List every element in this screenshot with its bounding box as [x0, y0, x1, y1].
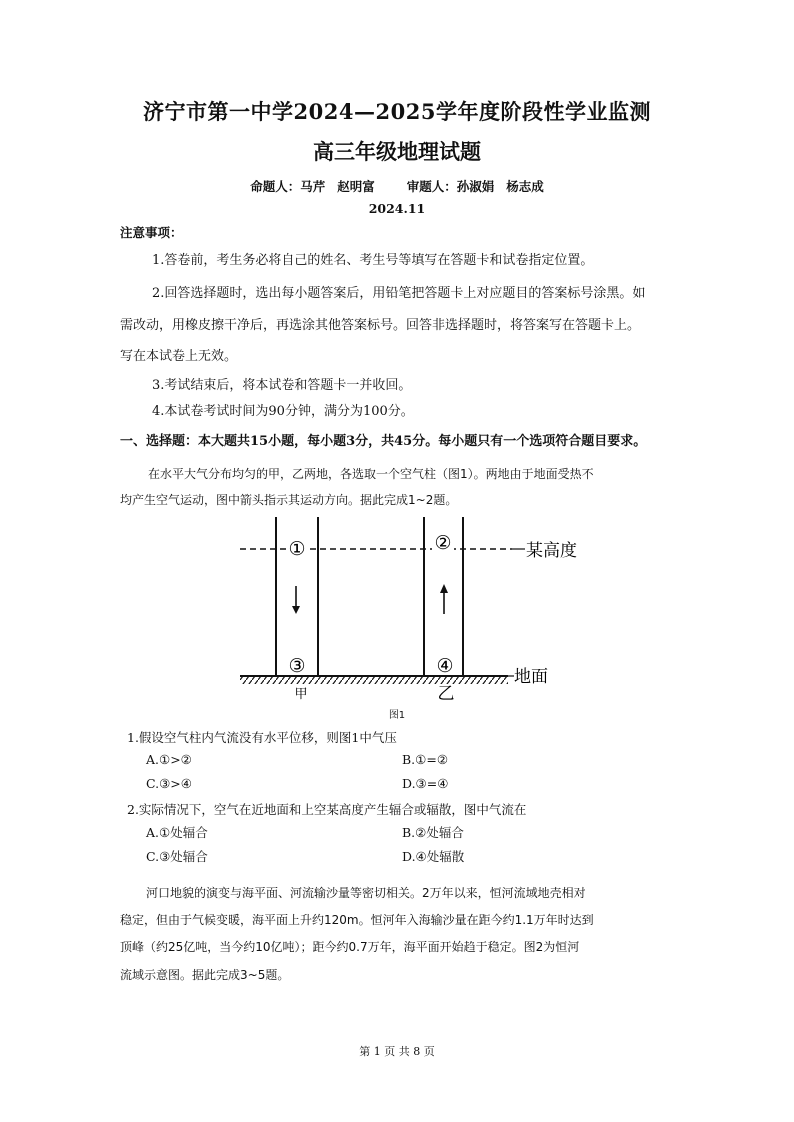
section-1-heading: 一、选择题：本大题共15小题，每小题3分，共45分。每小题只有一个选项符合题目要求。	[120, 434, 647, 449]
ground-hatching	[240, 677, 508, 684]
notice-item-3: 3.考试结束后，将本试卷和答题卡一并收回。	[152, 378, 412, 393]
notice-item-4: 4.本试卷考试时间为90分钟，满分为100分。	[152, 404, 414, 419]
question-2-stem: 2.实际情况下，空气在近地面和上空某高度产生辐合或辐散，图中气流在	[127, 802, 527, 817]
height-label: 某高度	[526, 541, 577, 561]
passage-2-line-1: 河口地貌的演变与海平面、河流输沙量等密切相关。2万年以来，恒河流域地壳相对	[146, 886, 586, 900]
notice-item-1: 1.答卷前，考生务必将自己的姓名、考生号等填写在答题卡和试卷指定位置。	[152, 253, 594, 268]
exam-date: 2024.11	[368, 201, 426, 216]
notice-item-2-line-3: 写在本试卷上无效。	[120, 349, 238, 364]
question-1-option-d: D.③=④	[402, 776, 449, 791]
question-2-option-b: B.②处辐合	[402, 825, 464, 840]
reviewer-second: 杨志成	[506, 179, 544, 194]
figure-1-air-columns	[0, 515, 794, 715]
notice-heading: 注意事项：	[120, 225, 183, 240]
upward-arrow-head	[440, 584, 448, 593]
notice-item-2-line-2: 需改动，用橡皮擦干净后，再选涂其他答案标号。回答非选择题时，将答案写在答题卡上。	[120, 318, 641, 333]
site-jia-label: 甲	[294, 687, 308, 702]
question-1-option-a: A.①>②	[146, 752, 192, 767]
notice-item-2-line-1: 2.回答选择题时，选出每小题答案后，用铅笔把答题卡上对应题目的答案标号涂黑。如	[152, 286, 646, 301]
question-1-option-c: C.③>④	[146, 776, 192, 791]
circle-label-1: ①	[288, 538, 306, 560]
passage-2-line-4: 流域示意图。据此完成3~5题。	[120, 968, 290, 982]
section-1-intro-line-1: 在水平大气分布均匀的甲，乙两地，各选取一个空气柱（图1）。两地由于地面受热不	[148, 467, 594, 481]
authors-line	[0, 177, 794, 195]
page-footer: 第 1 页 共 8 页	[359, 1045, 435, 1058]
setter-label: 命题人：马芹	[250, 179, 326, 194]
exam-title: 济宁市第一中学2024—2025学年度阶段性学业监测	[143, 99, 651, 124]
passage-2-line-2: 稳定，但由于气候变暖，海平面上升约120m。恒河年入海输沙量在距今约1.1万年时达到	[120, 913, 594, 927]
question-2-option-c: C.③处辐合	[146, 849, 208, 864]
setter-second: 赵明富	[337, 179, 375, 194]
circle-label-4: ④	[436, 655, 454, 677]
ground-label: 地面	[514, 667, 548, 687]
reviewer-label: 审题人：孙淑娟	[406, 179, 495, 194]
question-2-option-a: A.①处辐合	[146, 825, 208, 840]
circle-label-3: ③	[288, 655, 306, 677]
question-1-stem: 1.假设空气柱内气流没有水平位移，则图1中气压	[127, 730, 397, 745]
question-1-option-b: B.①=②	[402, 752, 449, 767]
passage-2-line-3: 顶峰（约25亿吨，当今约10亿吨）；距今约0.7万年，海平面开始趋于稳定。图2为恒河	[120, 940, 580, 954]
question-2-option-d: D.④处辐散	[402, 849, 465, 864]
circle-label-2: ②	[434, 532, 452, 554]
section-1-intro-line-2: 均产生空气运动，图中箭头指示其运动方向。据此完成1~2题。	[120, 493, 458, 507]
exam-subtitle: 高三年级地理试题	[313, 139, 481, 164]
downward-arrow-head	[292, 606, 300, 614]
site-yi-label: 乙	[437, 684, 455, 704]
figure-1-caption: 图1	[388, 710, 406, 721]
